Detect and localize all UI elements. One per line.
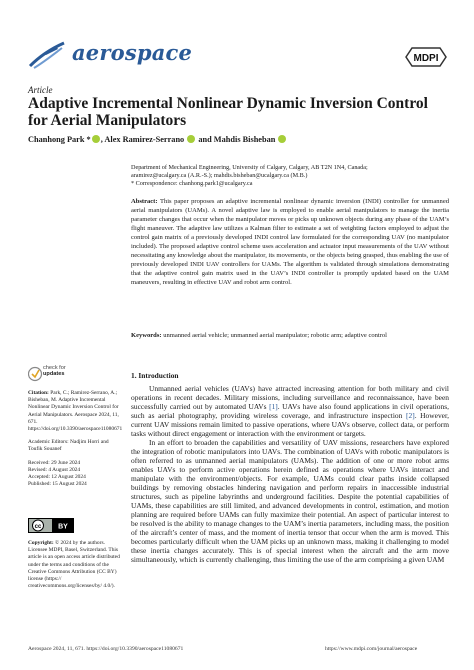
article-title: Adaptive Incremental Nonlinear Dynamic Inversion Control for Aerial Manipulators <box>28 95 428 129</box>
section-heading: 1. Introduction <box>131 371 179 380</box>
article-info-sidebar <box>28 390 124 488</box>
copyright-text: © 2024 by the authors. Licensee MDPI, Basel, Switzerland. This article is an open access article distributed under the terms and conditions of the Creative Commons Attribution (CC BY) license (https:// creativecommons.org/licenses/by/ 4.0/). <box>28 540 120 590</box>
author-3: and Mahdis Bisheban <box>198 135 276 144</box>
keywords-text: unmanned aerial vehicle; unmanned aerial manipulator; robotic arm; adaptive control <box>163 332 387 339</box>
affiliation-block <box>131 164 451 188</box>
affiliation-line: Department of Mechanical Engineering, University of Calgary, Calgary, AB T2N 1N4, Canada; <box>131 164 368 171</box>
keywords <box>131 331 449 340</box>
orcid-icon[interactable] <box>187 135 195 143</box>
accepted-date: Accepted: 12 August 2024 <box>28 474 86 481</box>
p1-part-a: Unmanned aerial vehicles (UAVs) have attracted increasing attention for both military and civil operations in recent decades. Military missions, including surveillance and reconnaissance, have been successfully carried out by automated UAVs <box>131 384 449 412</box>
publisher-name: MDPI <box>413 53 439 64</box>
published-date: Published: 15 August 2024 <box>28 481 87 488</box>
affiliation-emails: aramirez@ucalgary.ca (A.R.-S.); mahdis.bisheban@ucalgary.ca (M.B.) <box>131 172 308 180</box>
author-1: Chanhong Park * <box>28 135 91 144</box>
keywords-label: Keywords: <box>131 332 162 339</box>
p1-part-c: . However, current UAV missions remain limited to passive operations, where UAVs observe, collect data, or perform tasks without direct engagement or interaction with the environment or targets. <box>131 411 449 439</box>
paragraph-1 <box>131 384 449 438</box>
citation-label: Citation: <box>28 390 49 396</box>
author-2: , Alex Ramirez-Serrano <box>100 135 185 144</box>
journal-name: aerospace <box>72 40 193 65</box>
orcid-icon[interactable] <box>92 135 100 143</box>
received-date: Received: 29 June 2024 <box>28 459 81 466</box>
check-for-updates-label[interactable] <box>43 365 66 377</box>
academic-editors: Academic Editors: Nadjim Horri and Toufik Souanef <box>28 439 109 453</box>
footer-citation: Aerospace 2024, 11, 671. https://doi.org/10.3390/aerospace11080671 <box>28 646 184 652</box>
abstract-text: This paper proposes an adaptive incremental nonlinear dynamic inversion (INDI) controller for unmanned aerial manipulators (UAMs). A novel adaptive law is employed to enable aerial manipulators to manage the inertia parameter changes that occur when the manipulator moves or picks up unknown objects during any phase of the UAM’s flight maneuver. The adaptive law utilizes a Kalman filter to estimate a set of weighting factors employed to adjust the control gain matrix of a previously developed INDI control law formulated for the corresponding UAV (no manipulator included). The proposed adaptive control scheme uses acceleration and actuator input measurements of the UAV without necessitating any knowledge about the manipulator, its movements, or the objects being grasped, thus enabling the use of previously developed INDI UAV controllers for UAMs. The algorithm is validated through simulations demonstrating that the adaptive control gain matrix used in the UAV’s INDI controller is promptly updated based on the UAM maneuvers, resulting in effective UAV and robot arm control. <box>131 198 449 287</box>
check-for-updates-icon[interactable] <box>28 364 108 384</box>
footer-journal-url[interactable]: https://www.mdpi.com/journal/aerospace <box>325 646 418 652</box>
reference-link[interactable]: [2] <box>406 411 415 421</box>
citation-text: Park, C.; Ramirez-Serrano, A.; Bisheban, M. Adaptive Incremental Nonlinear Dynamic Inversion Control for Aerial Manipulators. Aerospace 2024, 11, 671. https://doi.org/10.3390/aerospace11080671 <box>28 390 123 433</box>
correspondence: * Correspondence: chanhong.park1@ucalgary.ca <box>131 180 253 188</box>
airplane-swoosh-icon <box>28 40 66 70</box>
reference-link[interactable]: [1] <box>269 402 278 412</box>
author-list <box>28 135 448 144</box>
cc-by-license-badge[interactable] <box>28 518 74 533</box>
mdpi-logo <box>404 46 448 68</box>
p1-part-b: . UAVs have also found applications in civil operations, such as aerial photography, providing wireless coverage, and infrastructure inspection <box>131 402 450 421</box>
revised-date: Revised: 4 August 2024 <box>28 466 81 473</box>
paragraph-2: In an effort to broaden the capabilities and versatility of UAV missions, researchers have explored the integration of robotic manipulators into UAVs. The combination of UAVs with robotic manipulators is often referred to as unmanned aerial manipulators (UAMs). The addition of one or more robot arms enables UAVs to perform active operations herein defined as operations where UAVs interact and manipulate with the environment/objects. For example, UAMs could clear paths inside collapsed buildings by removing obstacles hindering navigation and perform repairs in inaccessible industrial structures, such as pipeline labyrinths and underground facilities. Despite the potential capabilities of UAMs, these capabilities are still limited, and advanced developments in control, estimation, and motion planning are required before UAMs can fully maximize their potential. An aspect of particular interest to be resolved is the ability to manage changes to the UAM’s inertia parameters, including mass, the position of the aircraft’s center of mass, and the moment of inertia tensor that occur when the arm is moved. This becomes particularly difficult when the UAM picks up an unknown mass, making it challenging to model these inertia changes accurately. This is of special interest when the aircraft and the arm move simultaneously, which is currently challenging, thus limiting the use of the arm comprising a given UAM <box>131 438 449 565</box>
svg-text:BY: BY <box>58 523 68 531</box>
abstract-label: Abstract: <box>131 198 158 205</box>
svg-text:cc: cc <box>34 524 42 530</box>
check-updates-line1: check for <box>43 365 66 371</box>
copyright-notice <box>28 540 124 590</box>
check-updates-line2: updates <box>43 371 65 377</box>
citation <box>28 390 124 433</box>
copyright-label: Copyright: <box>28 540 54 546</box>
article-type: Article <box>28 85 53 95</box>
abstract <box>131 197 449 287</box>
body-text <box>131 384 449 564</box>
orcid-icon[interactable] <box>278 135 286 143</box>
